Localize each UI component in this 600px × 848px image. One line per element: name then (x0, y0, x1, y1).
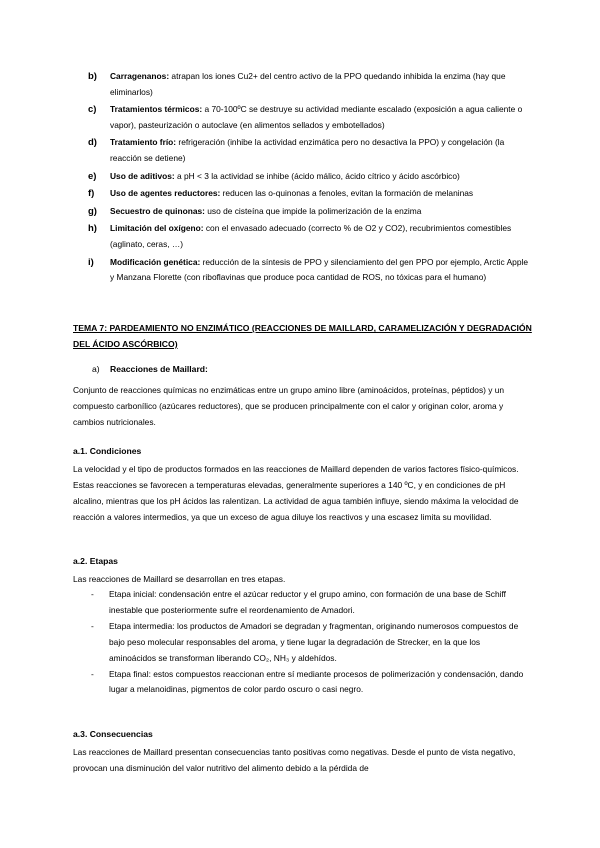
list-term: Tratamiento frío: (110, 137, 177, 148)
dash-marker: - (91, 668, 94, 679)
list-item (88, 204, 528, 220)
a2-intro: Las reacciones de Maillard se desarrollan en tres etapas. (73, 574, 286, 584)
list-text: a 70-100ºC se destruye su actividad mediante escalado (exposición a agua caliente o vapor), pasteurización o autoclave (en alimentos sellados y embotellados) (110, 104, 523, 130)
list-item (88, 169, 528, 185)
intro-paragraph: Conjunto de reacciones químicas no enzimáticas entre un grupo amino libre (aminoácidos, proteínas, péptidos) y un compuesto carbonílico (azúcares reductores), que se producen principalmente con el calor y originan color, aroma y cambios nutricionales. (73, 385, 505, 427)
list-text: refrigeración (inhibe la actividad enzimática pero no desactiva la PPO) y congelación (la reacción se detiene) (110, 137, 505, 163)
stage-text: Etapa intermedia: los productos de Amadori se degradan y fragmentan, originando numerosos compuestos de bajo peso molecular responsables del aroma, y tiene lugar la degradación de Strecker, en la que los aminoácidos se transforman liberando CO₂, NH₃ y aldehídos. (109, 620, 519, 663)
list-term: Uso de agentes reductores: (110, 188, 221, 199)
a1-paragraph: La velocidad y el tipo de productos formados en las reacciones de Maillard dependen de varios factores físico-químicos. Estas reacciones se favorecen a temperaturas elevadas, generalmente superiores a 140 ºC, y en condiciones de pH alcalino, mientras que los pH ácidos las ralentizan. La actividad de agua también influye, siendo máxima la velocidad de reacción a valores intermedios, ya que un exceso de agua diluye los reactivos y una escasez limita su movilidad. (73, 464, 519, 522)
list-item (88, 186, 528, 202)
list-text: a pH < 3 la actividad se inhibe (ácido málico, ácido cítrico y ácido ascórbico) (174, 170, 460, 181)
list-text: atrapan los iones Cu2+ del centro activo de la PPO quedando inhibida la enzima (hay que eliminarlos) (110, 71, 506, 97)
list-marker: f) (88, 188, 95, 200)
list-item (91, 587, 529, 619)
list-term: Modificación genética: (110, 256, 201, 267)
tema-title: TEMA 7: PARDEAMIENTO NO ENZIMÁTICO (REACCIONES DE MAILLARD, CARAMELIZACIÓN Y DEGRADACIÓN DEL ÁCIDO ASCÓRBICO) (73, 323, 532, 349)
stage-text: Etapa final: estos compuestos reaccionan entre sí mediante procesos de polimerización y condensación, dando lugar a melanoidinas, pigmentos de color pardo oscuro o casi negro. (109, 668, 524, 695)
list-text: uso de cisteína que impide la polimerización de la enzima (204, 205, 422, 216)
list-item (91, 667, 529, 699)
list-term: Tratamientos térmicos: (110, 104, 203, 115)
a2-stages-list (91, 587, 529, 698)
list-marker: b) (88, 71, 97, 82)
list-marker: i) (88, 256, 94, 268)
list-text: reducción de la síntesis de PPO y silenciamiento del gen PPO por ejemplo, Arctic Apple y Manzana Florette (con riboflavinas que produce poca cantidad de ROS, no tóxicas para el humano) (110, 256, 529, 283)
list-marker: e) (88, 170, 97, 182)
list-term: Limitación del oxígeno: (110, 223, 204, 234)
list-text: con el envasado adecuado (correcto % de O2 y CO2), recubrimientos comestibles (aglinato, ceras, …) (110, 223, 512, 249)
list-item (88, 102, 528, 133)
list-text: reducen las o-quinonas a fenoles, evitan la formación de melaninas (220, 188, 474, 199)
a3-paragraph: Las reacciones de Maillard presentan consecuencias tanto positivas como negativas. Desde el punto de vista negativo, provocan una disminución del valor nutritivo del alimento debido a la pérdida de (73, 747, 516, 773)
list-marker: h) (88, 223, 97, 235)
list-item (91, 619, 529, 667)
section-a-heading (92, 364, 208, 374)
list-term: Carragenanos: (110, 71, 170, 81)
dash-marker: - (91, 589, 94, 599)
inhibition-methods-list (88, 69, 528, 288)
list-marker: d) (88, 137, 97, 149)
section-marker: a) (92, 364, 100, 374)
list-marker: c) (88, 104, 97, 116)
a2-heading: a.2. Etapas (73, 556, 118, 566)
list-item (88, 221, 528, 252)
section-title: Reacciones de Maillard: (110, 364, 208, 374)
dash-marker: - (91, 620, 94, 631)
list-item (88, 69, 528, 100)
list-item (88, 255, 528, 286)
a1-heading: a.1. Condiciones (73, 446, 142, 456)
list-term: Uso de aditivos: (110, 170, 175, 181)
list-term: Secuestro de quinonas: (110, 205, 205, 216)
list-item (88, 135, 528, 166)
a3-heading: a.3. Consecuencias (73, 729, 153, 739)
list-marker: g) (88, 205, 97, 217)
stage-text: Etapa inicial: condensación entre el azúcar reductor y el grupo amino, con formación de una base de Schiff inestable que posteriormente sufre el reordenamiento de Amadori. (109, 589, 506, 615)
